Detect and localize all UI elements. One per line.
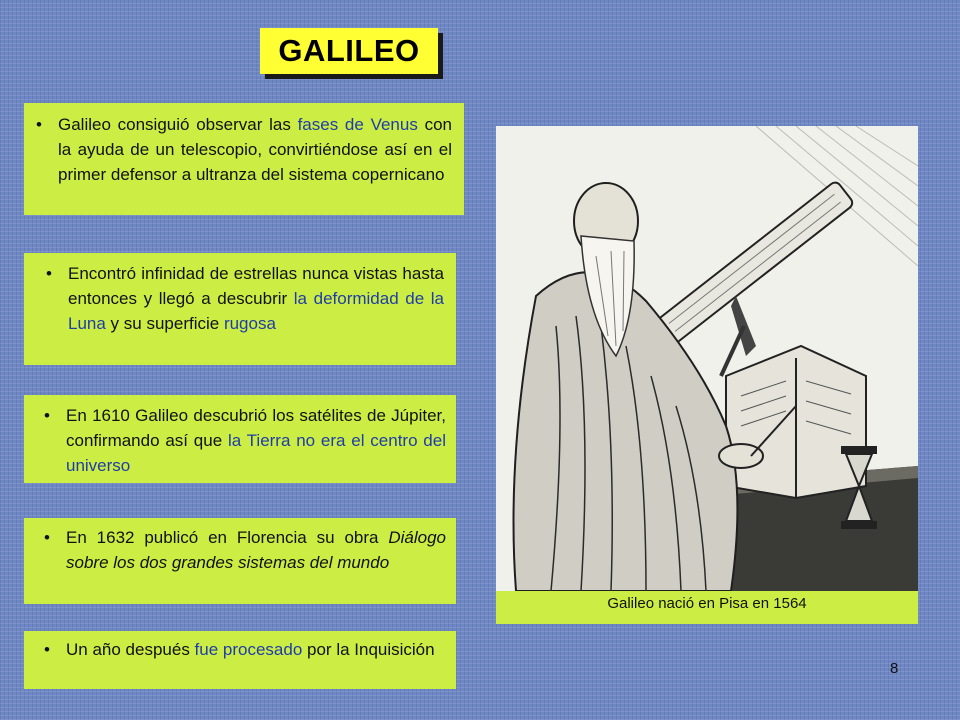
highlighted-text: la Tierra no era el centro del universo [66,431,446,475]
text-segment: Galileo consiguió observar las [58,115,298,134]
text-segment: Encontró infinidad de estrellas nunca vistas hasta entonces y llegó a descubrir [68,264,444,308]
text-segment: En 1632 publicó en Florencia su obra [66,528,389,547]
bullet-paragraph [44,525,446,575]
bullet-icon: • [36,115,42,134]
text-box-venus [24,103,464,215]
text-segment: y su superficie [105,314,224,333]
text-box-moon [24,253,456,365]
text-box-inquisicion [24,631,456,689]
highlighted-text: la deformidad de la Luna [68,289,444,333]
illustration-frame [496,126,918,624]
galileo-engraving-drawing [496,126,918,591]
text-box-jupiter [24,395,456,483]
bullet-paragraph [36,112,452,187]
highlighted-text: fases de Venus [297,115,418,134]
text-segment: con la ayuda de un telescopio, convirtiéndose así en el primer defensor a ultranza del sistema copernicano [58,115,452,184]
page-number: 8 [890,660,899,677]
galileo-engraving [496,126,918,591]
title-box [260,28,438,74]
text-segment: Diálogo sobre los dos grandes sistemas del mundo [66,528,446,572]
bullet-paragraph [44,403,446,478]
bullet-icon: • [44,528,50,547]
image-caption: Galileo nació en Pisa en 1564 [607,595,807,612]
highlighted-text: rugosa [223,314,276,333]
bullet-paragraph [46,261,444,336]
text-segment: por la Inquisición [302,640,435,659]
slide-title: GALILEO [278,33,420,68]
bullet-icon: • [44,640,50,659]
bullet-icon: • [46,264,52,283]
bullet-paragraph [44,637,446,662]
highlighted-text: fue procesado [194,640,303,659]
text-box-dialogo [24,518,456,604]
bullet-icon: • [44,406,50,425]
text-segment: Un año después [66,640,195,659]
text-segment: En 1610 Galileo descubrió los satélites de Júpiter, confirmando así que [66,406,446,450]
